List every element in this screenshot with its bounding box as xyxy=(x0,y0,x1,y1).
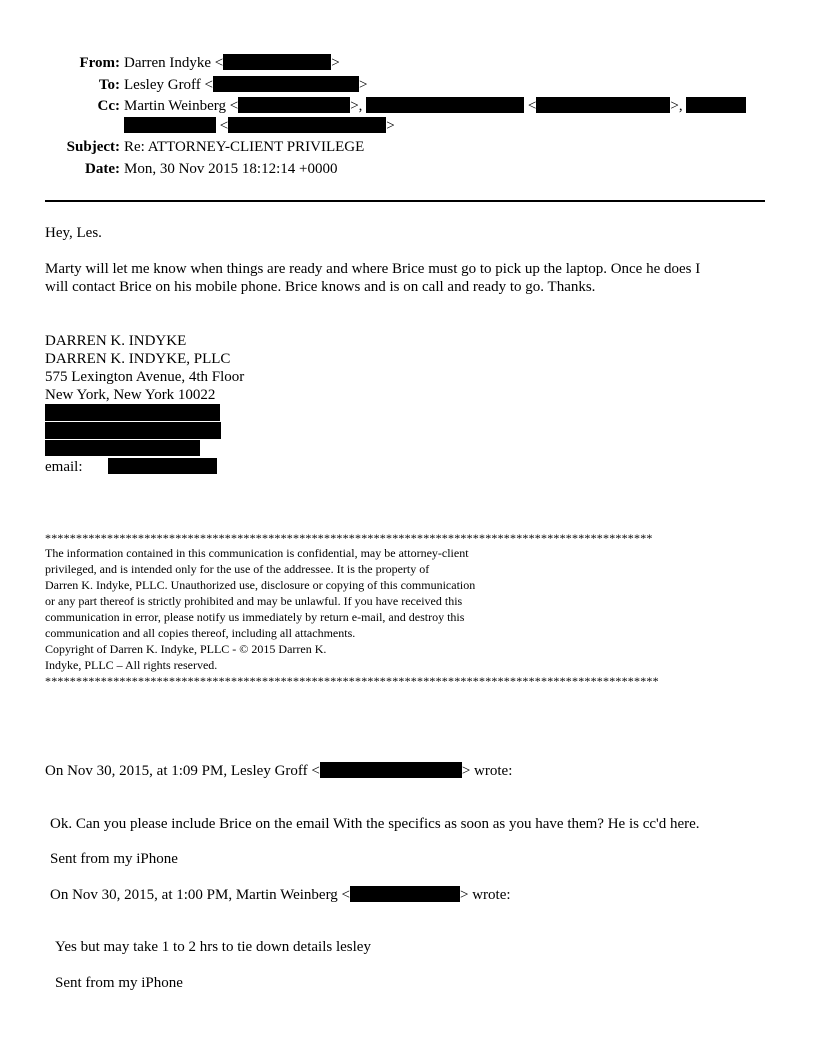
redaction-block xyxy=(238,97,350,113)
to-value xyxy=(124,75,367,96)
disclaimer-stars-top: ************************************************************************************************** xyxy=(45,531,653,545)
from-close: > xyxy=(331,55,340,71)
quote2-wrote: > wrote: xyxy=(460,887,511,903)
date-value: Mon, 30 Nov 2015 18:12:14 +0000 xyxy=(124,161,338,177)
signature-firm: DARREN K. INDYKE, PLLC xyxy=(45,351,231,367)
cc-line2-close: > xyxy=(386,118,395,134)
disclaimer-line: Darren K. Indyke, PLLC. Unauthorized use, disclosure or copying of this communication xyxy=(45,578,476,592)
cc-row xyxy=(0,96,816,117)
redaction-block xyxy=(45,440,200,456)
redaction-block xyxy=(228,117,386,133)
to-close: > xyxy=(359,77,368,93)
disclaimer-line: Copyright of Darren K. Indyke, PLLC - © 2015 Darren K. xyxy=(45,642,327,656)
date-label: Date: xyxy=(85,161,120,177)
quote2-body: Yes but may take 1 to 2 hrs to tie down details lesley xyxy=(55,939,371,955)
quote1-header xyxy=(45,762,512,780)
from-row xyxy=(0,53,816,74)
disclaimer-line: communication in error, please notify us immediately by return e-mail, and destroy this xyxy=(45,610,465,624)
quote2-intro: On Nov 30, 2015, at 1:00 PM, Martin Weinberg < xyxy=(50,887,351,903)
cc-line2-lt: < xyxy=(219,118,229,134)
from-value xyxy=(124,53,340,74)
header-divider xyxy=(45,200,765,202)
quote1-intro: On Nov 30, 2015, at 1:09 PM, Lesley Groff < xyxy=(45,763,320,779)
to-name: Lesley Groff < xyxy=(124,77,213,93)
quote2-sent: Sent from my iPhone xyxy=(55,975,183,991)
subject-row xyxy=(0,137,816,158)
from-label: From: xyxy=(79,55,120,71)
from-name: Darren Indyke < xyxy=(124,55,224,71)
quote1-body: Ok. Can you please include Brice on the email With the specifics as soon as you have them? He is cc'd here. xyxy=(50,816,700,832)
cc-sep1: >, xyxy=(350,98,363,114)
signature-address2: New York, New York 10022 xyxy=(45,387,216,403)
subject-label: Subject: xyxy=(66,139,120,155)
quote1-sent: Sent from my iPhone xyxy=(50,851,178,867)
disclaimer-line: The information contained in this communication is confidential, may be attorney-client xyxy=(45,546,469,560)
to-label: To: xyxy=(98,77,120,93)
signature-name: DARREN K. INDYKE xyxy=(45,333,187,349)
redaction-block xyxy=(366,97,524,113)
redaction-block xyxy=(320,762,462,778)
redaction-block xyxy=(45,404,220,421)
signature-email-label: email: xyxy=(45,459,83,475)
body-line: Marty will let me know when things are ready and where Brice must go to pick up the laptop. Once he does I xyxy=(45,261,701,277)
cc-sep2: >, xyxy=(670,98,683,114)
disclaimer-line: or any part thereof is strictly prohibited and may be unlawful. If you have received this xyxy=(45,594,463,608)
redaction-block xyxy=(536,97,670,113)
greeting: Hey, Les. xyxy=(45,225,102,241)
cc-row-continued xyxy=(124,116,395,137)
disclaimer-line: communication and all copies thereof, including all attachments. xyxy=(45,626,356,640)
signature-address1: 575 Lexington Avenue, 4th Floor xyxy=(45,369,245,385)
disclaimer-line: privileged, and is intended only for the use of the addressee. It is the property of xyxy=(45,562,430,576)
redaction-block xyxy=(45,422,221,439)
redaction-block xyxy=(108,458,217,474)
quote1-wrote: > wrote: xyxy=(461,763,513,779)
cc-name: Martin Weinberg < xyxy=(124,98,239,114)
cc-value xyxy=(124,96,746,117)
body-line: will contact Brice on his mobile phone. Brice knows and is on call and ready to go. Thanks. xyxy=(45,279,596,295)
redaction-block xyxy=(213,76,359,92)
disclaimer-stars-bottom: *************************************************************************************************** xyxy=(45,674,659,688)
cc-lt: < xyxy=(527,98,537,114)
to-row xyxy=(0,75,816,96)
disclaimer-line: Indyke, PLLC – All rights reserved. xyxy=(45,658,218,672)
subject-value: Re: ATTORNEY-CLIENT PRIVILEGE xyxy=(124,139,365,155)
redaction-block xyxy=(686,97,746,113)
redaction-block xyxy=(350,886,460,902)
cc-label: Cc: xyxy=(97,98,120,114)
redaction-block xyxy=(223,54,331,70)
quote2-header xyxy=(50,886,511,904)
date-row xyxy=(0,159,816,180)
redaction-block xyxy=(124,117,216,133)
